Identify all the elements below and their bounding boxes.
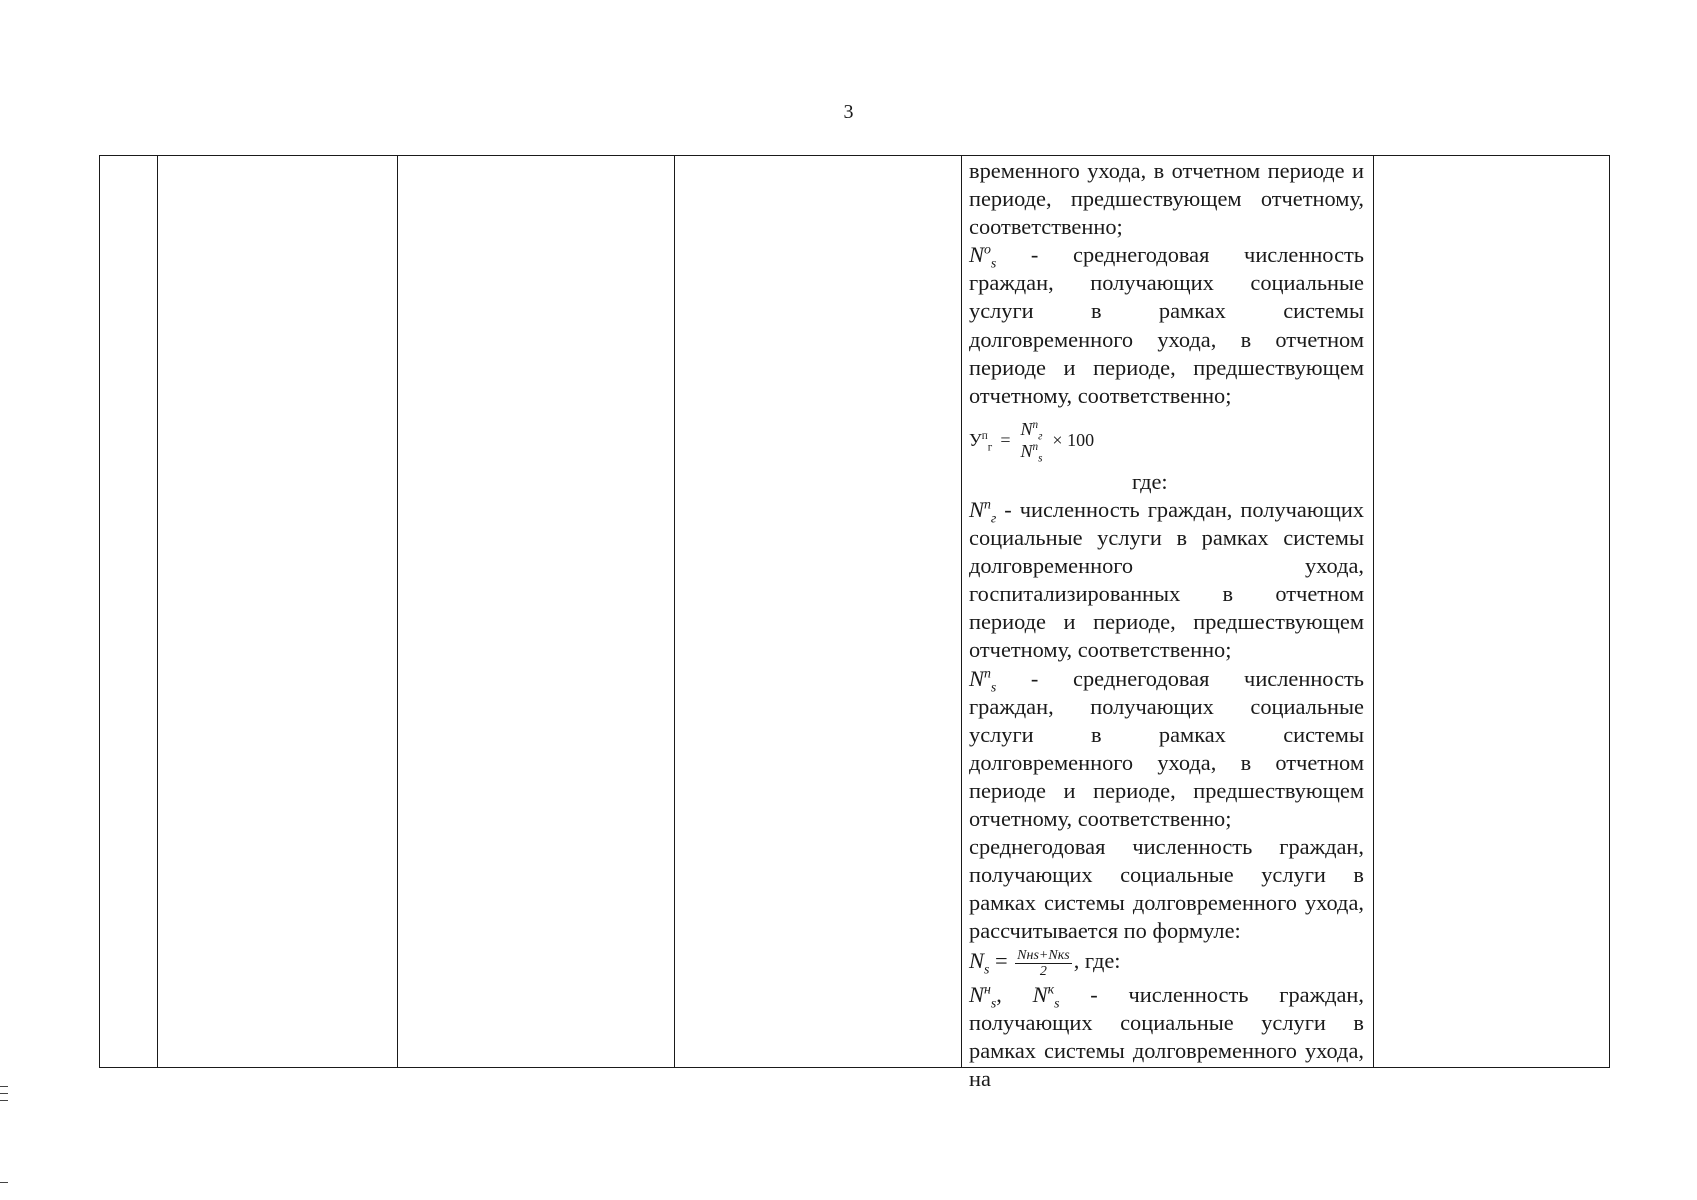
formula-lhs: $У^п_г$ <box>969 429 993 454</box>
page-number: 3 <box>843 101 854 123</box>
column-divider-3 <box>674 156 675 1067</box>
symbol-ns-n: $N^н_s$ <box>969 981 997 1012</box>
formula2-fraction: $\frac{\text{Nнs+Nкs}}{2}$ <box>1017 947 1070 979</box>
paragraph-ns-n-k: $N^н_s$, $N^к_s$ - численность граждан, получающих социальные услуги в рамках системы долговременного ухода, на <box>969 981 1364 1092</box>
symbol-ns-p: $N^п_s$ <box>969 665 997 695</box>
scan-margin-mark <box>0 1086 8 1087</box>
symbol-ns-o: $N^o_s$ <box>969 242 997 272</box>
paragraph-average-definition: среднегодовая численность граждан, получающих социальные услуги в рамках системы долговременного ухода, рассчитывается по формуле: <box>969 834 1364 944</box>
scan-margin-mark <box>0 1182 8 1183</box>
formula-where-label: где: <box>1132 468 1168 494</box>
paragraph-ns-p: $N^п_s$ - среднегодовая численность граждан, получающих социальные услуги в рамках системы долговременного ухода, в отчетном периоде и периоде, предшествующем отчетному, соответственно; <box>969 665 1364 831</box>
fraction-denominator: $N^п_s$ <box>1020 440 1043 465</box>
paragraph-ng-p: $N^п_г$ - численность граждан, получающих социальные услуги в рамках системы долговременного ухода, госпитализированных в отчетном периоде и периоде, предшествующем отчетному, соответственно; <box>969 496 1364 663</box>
fraction-numerator: $N^п_г$ <box>1020 418 1043 443</box>
paragraph-ns-o: $N^o_s$ - среднегодовая численность граждан, получающих социальные услуги в рамках системы долговременного ухода, в отчетном периоде и периоде, предшествующем отчетному, соответственно; <box>969 242 1364 408</box>
scan-margin-mark <box>0 1100 8 1101</box>
formula-equals: = <box>1000 429 1011 450</box>
formula-hospitalization-share <box>969 412 1364 468</box>
column-divider-5 <box>1373 156 1374 1067</box>
symbol-ng-p: $N^п_г$ <box>969 496 997 527</box>
paragraph-continuation: временного ухода, в отчетном периоде и периоде, предшествующем отчетному, соответственно; <box>969 158 1364 240</box>
document-table <box>99 155 1610 1092</box>
column-divider-1 <box>157 156 158 1067</box>
formula2-lhs: $N_s$ <box>969 948 990 978</box>
symbol-ns-k: $N^к_s$ <box>1032 981 1060 1012</box>
formula-fraction <box>1020 418 1043 465</box>
formula-average-count: $N_s$ = $\frac{\text{Nнs+Nкs}}{2}$ , где: <box>969 947 1121 979</box>
formula-multiplier: × 100 <box>1052 429 1095 450</box>
formula-description-cell <box>961 156 1372 1092</box>
column-divider-2 <box>397 156 398 1067</box>
scan-margin-mark <box>0 1093 8 1094</box>
